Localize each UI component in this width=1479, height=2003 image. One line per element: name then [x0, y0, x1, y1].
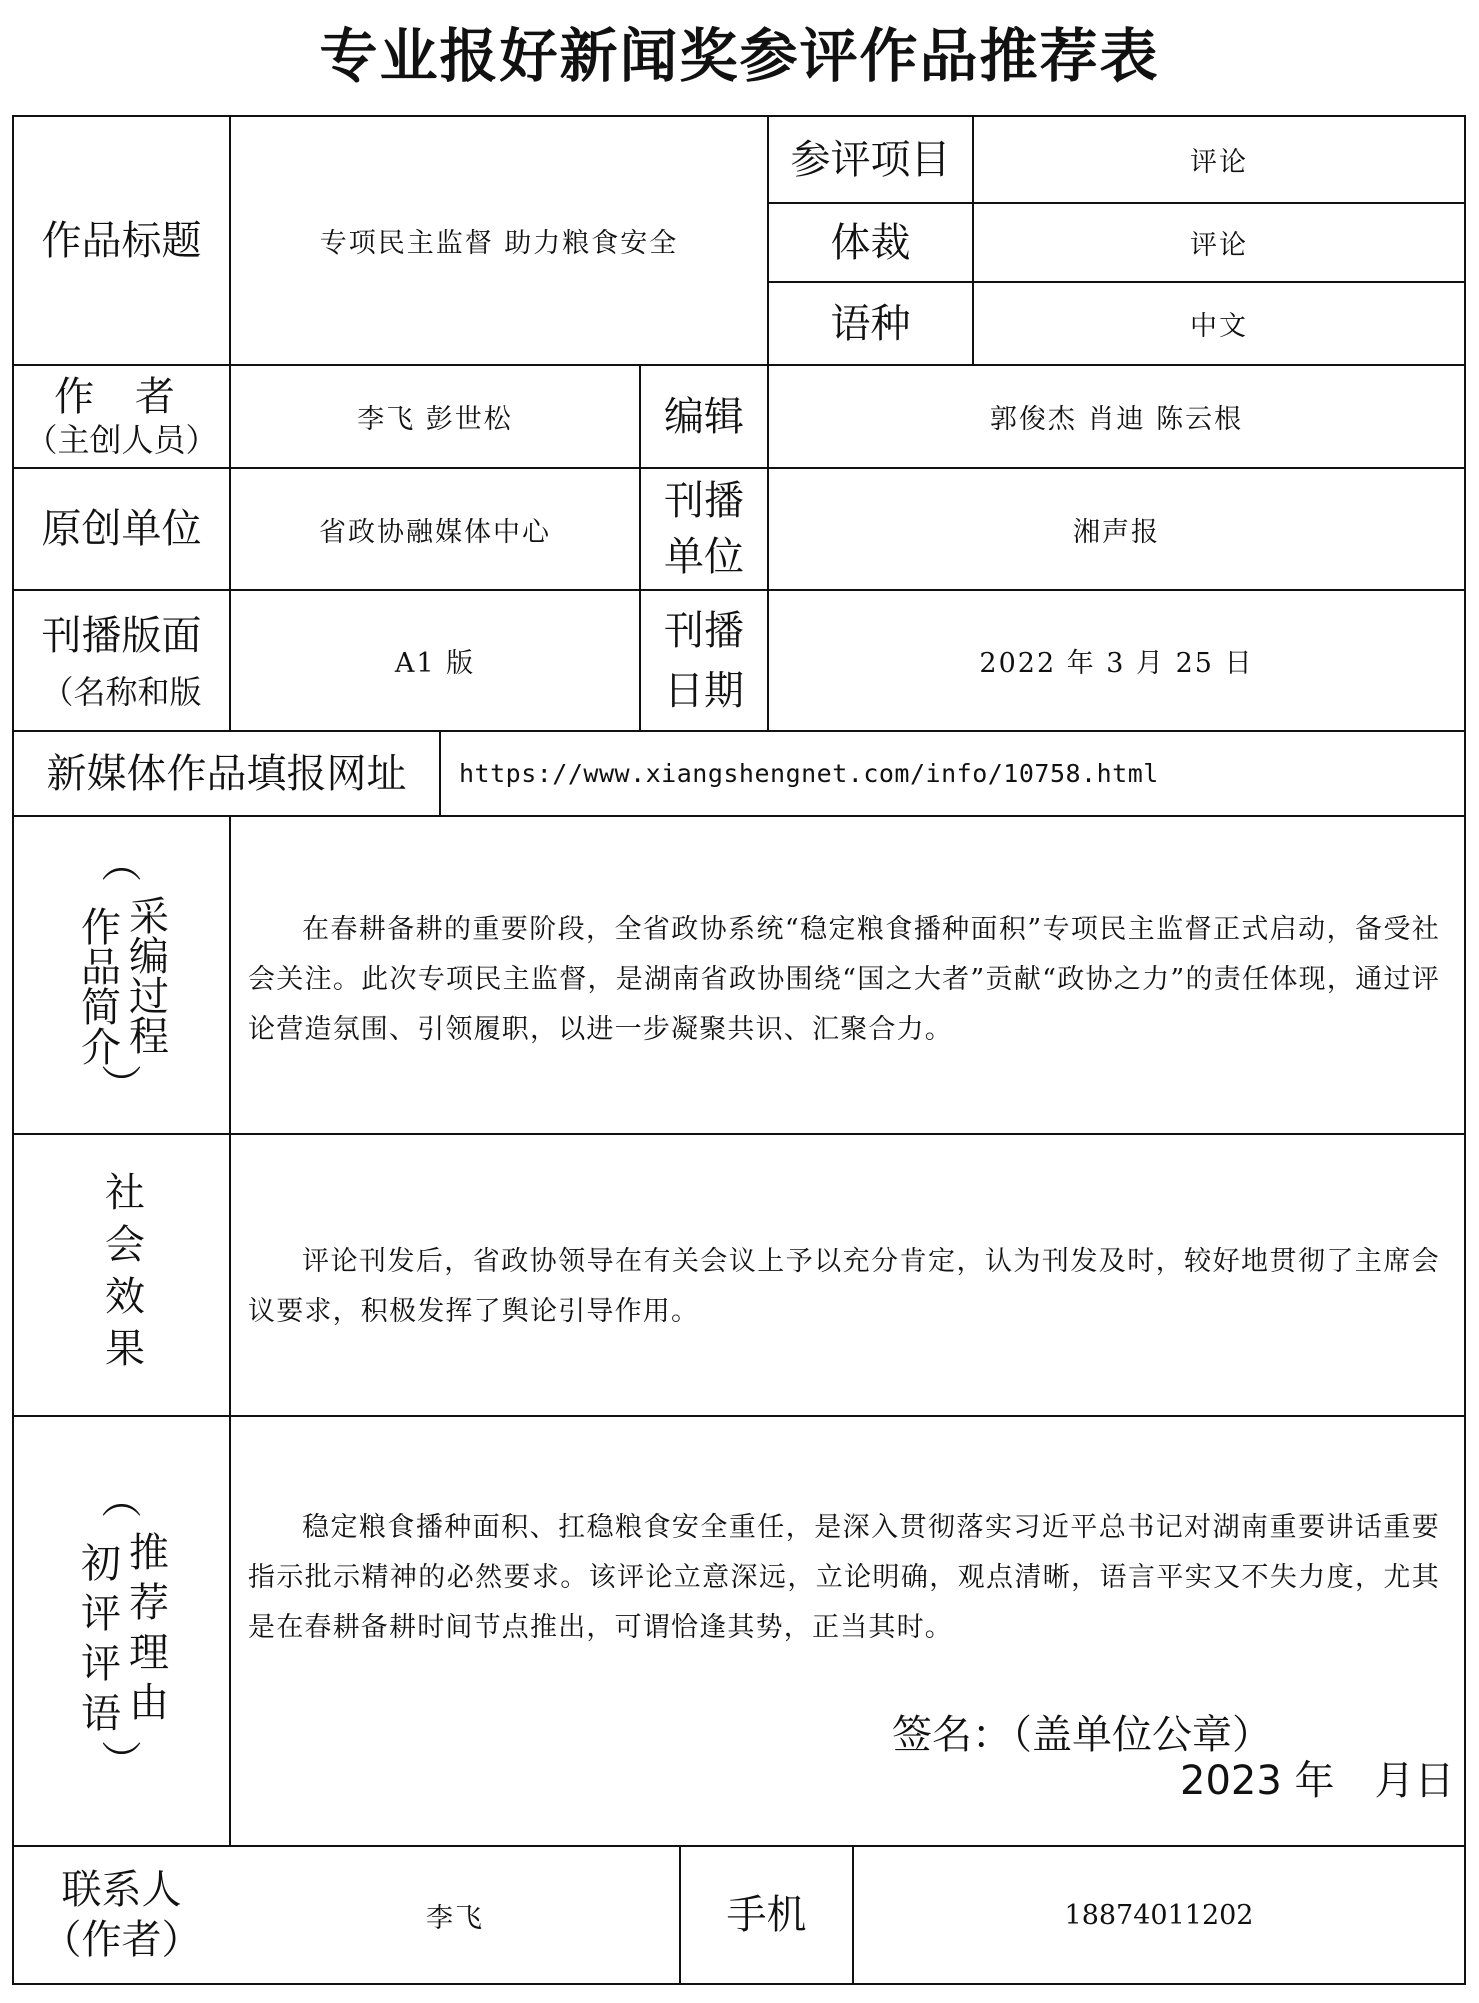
table-border-bottom — [12, 1983, 1466, 1985]
reason-text: 稳定粮食播种面积、扛稳粮食安全重任，是深入贯彻落实习近平总书记对湖南重要讲话重要指示批示精神的必然要求。该评论立意深远，立论明确，观点清晰，语言平实又不失力度，尤其是在春耕备耕时间节点推出，可谓恰逢其势，正当其时。 — [248, 1512, 1440, 1643]
reason-label-col-right: 推荐理由 — [122, 1531, 169, 1731]
publish-unit-label — [641, 469, 767, 589]
date-value: 2022 年 3 月 25 日 — [979, 648, 1254, 679]
process-text: 在春耕备耕的重要阶段，全省政协系统“稳定粮食播种面积”专项民主监督正式启动，备受社会关注。此次专项民主监督，是湖南省政协围绕“国之大者”贡献“政协之力”的责任体现，通过评论营造氛围、引领履职，以进一步凝聚共识、汇聚合力。 — [248, 914, 1440, 1045]
genre-value: 评论 — [1190, 230, 1248, 261]
process-label-col-left: 作品简介 — [74, 906, 121, 1066]
reason-label-col-left: 初评评语 — [74, 1542, 121, 1742]
page-title: 专业报好新闻奖参评作品推荐表 — [319, 22, 1160, 90]
author-label-main: 作 者 — [54, 373, 189, 420]
category-value: 评论 — [1190, 147, 1248, 178]
work-title-label: 作品标题 — [41, 217, 202, 264]
page-label-sub: （名称和版 — [41, 672, 202, 711]
language-value: 中文 — [1190, 311, 1248, 342]
contact-value: 李飞 — [426, 1902, 484, 1934]
page-value: A1 版 — [394, 648, 476, 679]
publish-unit-label-line2: 单位 — [664, 534, 744, 580]
signature-date: 2023 年 月日 — [1180, 1758, 1455, 1804]
page-label — [14, 591, 229, 730]
url-label: 新媒体作品填报网址 — [46, 750, 407, 797]
reason-label-close-paren: ︶ — [101, 1739, 142, 1785]
date-label — [641, 591, 767, 730]
date-label-line2: 日期 — [664, 667, 744, 714]
recommendation-form-table — [12, 115, 1466, 1985]
origin-unit-value: 省政协融媒体中心 — [319, 516, 551, 548]
editor-value: 郭俊杰 肖迪 陈云根 — [989, 404, 1244, 435]
process-label-close-paren: ︶ — [101, 1063, 142, 1109]
origin-unit-label: 原创单位 — [41, 506, 202, 552]
table-border-right — [1464, 115, 1466, 1985]
author-label — [14, 366, 229, 467]
reason-label-open-paren: ︵ — [101, 1477, 142, 1523]
publish-unit-value: 湘声报 — [1073, 516, 1160, 548]
reason-label — [14, 1417, 229, 1845]
col-divider — [229, 815, 231, 1845]
author-value: 李飞 彭世松 — [357, 404, 513, 435]
contact-label-main: 联系人 — [61, 1867, 182, 1913]
process-label — [14, 817, 229, 1133]
publish-unit-label-line1: 刊播 — [664, 478, 744, 524]
date-label-line1: 刊播 — [664, 607, 744, 654]
language-label: 语种 — [830, 300, 911, 347]
process-label-open-paren: ︵ — [101, 841, 142, 887]
page-label-main: 刊播版面 — [41, 612, 202, 659]
effect-text: 评论刊发后，省政协领导在有关会议上予以充分肯定，认为刊发及时，较好地贯彻了主席会议要求，积极发挥了舆论引导作用。 — [248, 1246, 1440, 1327]
effect-label — [14, 1135, 229, 1415]
effect-label-text: 社会效果 — [98, 1171, 145, 1379]
contact-label — [14, 1847, 229, 1983]
process-label-col-right: 采编过程 — [122, 895, 169, 1055]
url-value: https://www.xiangshengnet.com/info/10758.html — [459, 759, 1159, 788]
author-label-sub: （主创人员） — [25, 420, 218, 459]
category-label: 参评项目 — [790, 136, 951, 183]
editor-label: 编辑 — [664, 393, 744, 440]
genre-label: 体裁 — [830, 219, 911, 266]
signature-line: 签名：（盖单位公章） — [892, 1712, 1272, 1758]
work-title-value: 专项民主监督 助力粮食安全 — [319, 228, 679, 259]
phone-label: 手机 — [726, 1892, 807, 1938]
phone-value: 18874011202 — [1064, 1899, 1254, 1931]
contact-label-sub: （作者） — [41, 1917, 202, 1963]
